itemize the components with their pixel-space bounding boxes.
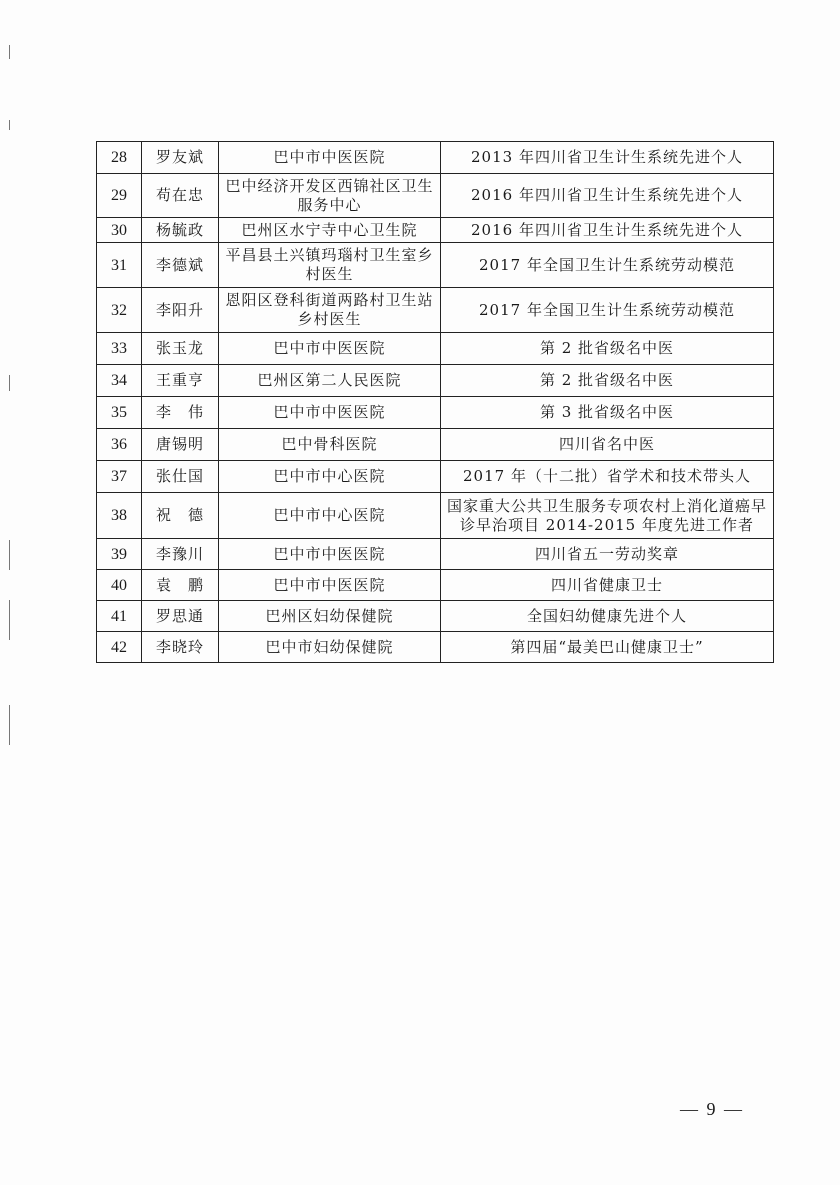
honor-title: 四川省五一劳动奖章	[441, 539, 774, 570]
honor-title: 2016 年四川省卫生计生系统先进个人	[441, 174, 774, 218]
row-number: 36	[97, 429, 142, 461]
table-row	[97, 570, 774, 601]
person-name: 苟在忠	[142, 174, 219, 218]
row-number: 30	[97, 218, 142, 243]
table-row	[97, 493, 774, 539]
honor-title: 四川省健康卫士	[441, 570, 774, 601]
honor-title: 第 2 批省级名中医	[441, 333, 774, 365]
honor-title: 2017 年全国卫生计生系统劳动模范	[441, 288, 774, 333]
person-name: 祝 德	[142, 493, 219, 539]
person-name: 罗思通	[142, 601, 219, 632]
table-row	[97, 397, 774, 429]
honor-table	[96, 141, 774, 663]
table-row	[97, 218, 774, 243]
honor-title: 四川省名中医	[441, 429, 774, 461]
row-number: 28	[97, 142, 142, 174]
work-unit: 巴中市中心医院	[219, 493, 441, 539]
row-number: 39	[97, 539, 142, 570]
work-unit: 巴州区第二人民医院	[219, 365, 441, 397]
person-name: 罗友斌	[142, 142, 219, 174]
person-name: 唐锡明	[142, 429, 219, 461]
work-unit: 巴中市中医医院	[219, 539, 441, 570]
row-number: 31	[97, 243, 142, 288]
work-unit: 巴中市中医医院	[219, 142, 441, 174]
table-row	[97, 601, 774, 632]
honor-title: 2017 年全国卫生计生系统劳动模范	[441, 243, 774, 288]
person-name: 李豫川	[142, 539, 219, 570]
scan-artifact	[9, 375, 10, 391]
person-name: 杨毓政	[142, 218, 219, 243]
table-row	[97, 461, 774, 493]
work-unit: 巴中市中医医院	[219, 333, 441, 365]
scan-artifact	[9, 540, 10, 570]
row-number: 34	[97, 365, 142, 397]
person-name: 张仕国	[142, 461, 219, 493]
work-unit: 巴州区水宁寺中心卫生院	[219, 218, 441, 243]
table-row	[97, 365, 774, 397]
work-unit: 巴州区妇幼保健院	[219, 601, 441, 632]
work-unit: 恩阳区登科街道两路村卫生站乡村医生	[219, 288, 441, 333]
work-unit: 巴中市妇幼保健院	[219, 632, 441, 663]
table-row	[97, 288, 774, 333]
work-unit: 巴中市中医医院	[219, 397, 441, 429]
work-unit: 平昌县土兴镇玛瑙村卫生室乡村医生	[219, 243, 441, 288]
scan-artifact	[9, 705, 10, 745]
row-number: 29	[97, 174, 142, 218]
honor-title: 国家重大公共卫生服务专项农村上消化道癌早诊早治项目 2014-2015 年度先进工作者	[441, 493, 774, 539]
work-unit: 巴中市中医医院	[219, 570, 441, 601]
honor-title: 2017 年（十二批）省学术和技术带头人	[441, 461, 774, 493]
table-row	[97, 333, 774, 365]
person-name: 张玉龙	[142, 333, 219, 365]
table-row	[97, 243, 774, 288]
page-number: — 9 —	[680, 1099, 744, 1119]
scan-artifact	[9, 600, 10, 640]
honor-title: 第四届“最美巴山健康卫士”	[441, 632, 774, 663]
scan-artifact	[9, 120, 10, 130]
honor-title: 全国妇幼健康先进个人	[441, 601, 774, 632]
row-number: 42	[97, 632, 142, 663]
row-number: 41	[97, 601, 142, 632]
honor-title: 第 3 批省级名中医	[441, 397, 774, 429]
table-row	[97, 174, 774, 218]
row-number: 40	[97, 570, 142, 601]
row-number: 32	[97, 288, 142, 333]
person-name: 李德斌	[142, 243, 219, 288]
person-name: 袁 鹏	[142, 570, 219, 601]
table-row	[97, 539, 774, 570]
honor-title: 第 2 批省级名中医	[441, 365, 774, 397]
row-number: 35	[97, 397, 142, 429]
table-row	[97, 429, 774, 461]
person-name: 王重亨	[142, 365, 219, 397]
work-unit: 巴中经济开发区西锦社区卫生服务中心	[219, 174, 441, 218]
person-name: 李晓玲	[142, 632, 219, 663]
table-row	[97, 142, 774, 174]
row-number: 38	[97, 493, 142, 539]
person-name: 李 伟	[142, 397, 219, 429]
person-name: 李阳升	[142, 288, 219, 333]
row-number: 37	[97, 461, 142, 493]
honor-title: 2013 年四川省卫生计生系统先进个人	[441, 142, 774, 174]
table-row	[97, 632, 774, 663]
scan-artifact	[9, 45, 10, 59]
work-unit: 巴中市中心医院	[219, 461, 441, 493]
honor-title: 2016 年四川省卫生计生系统先进个人	[441, 218, 774, 243]
row-number: 33	[97, 333, 142, 365]
work-unit: 巴中骨科医院	[219, 429, 441, 461]
